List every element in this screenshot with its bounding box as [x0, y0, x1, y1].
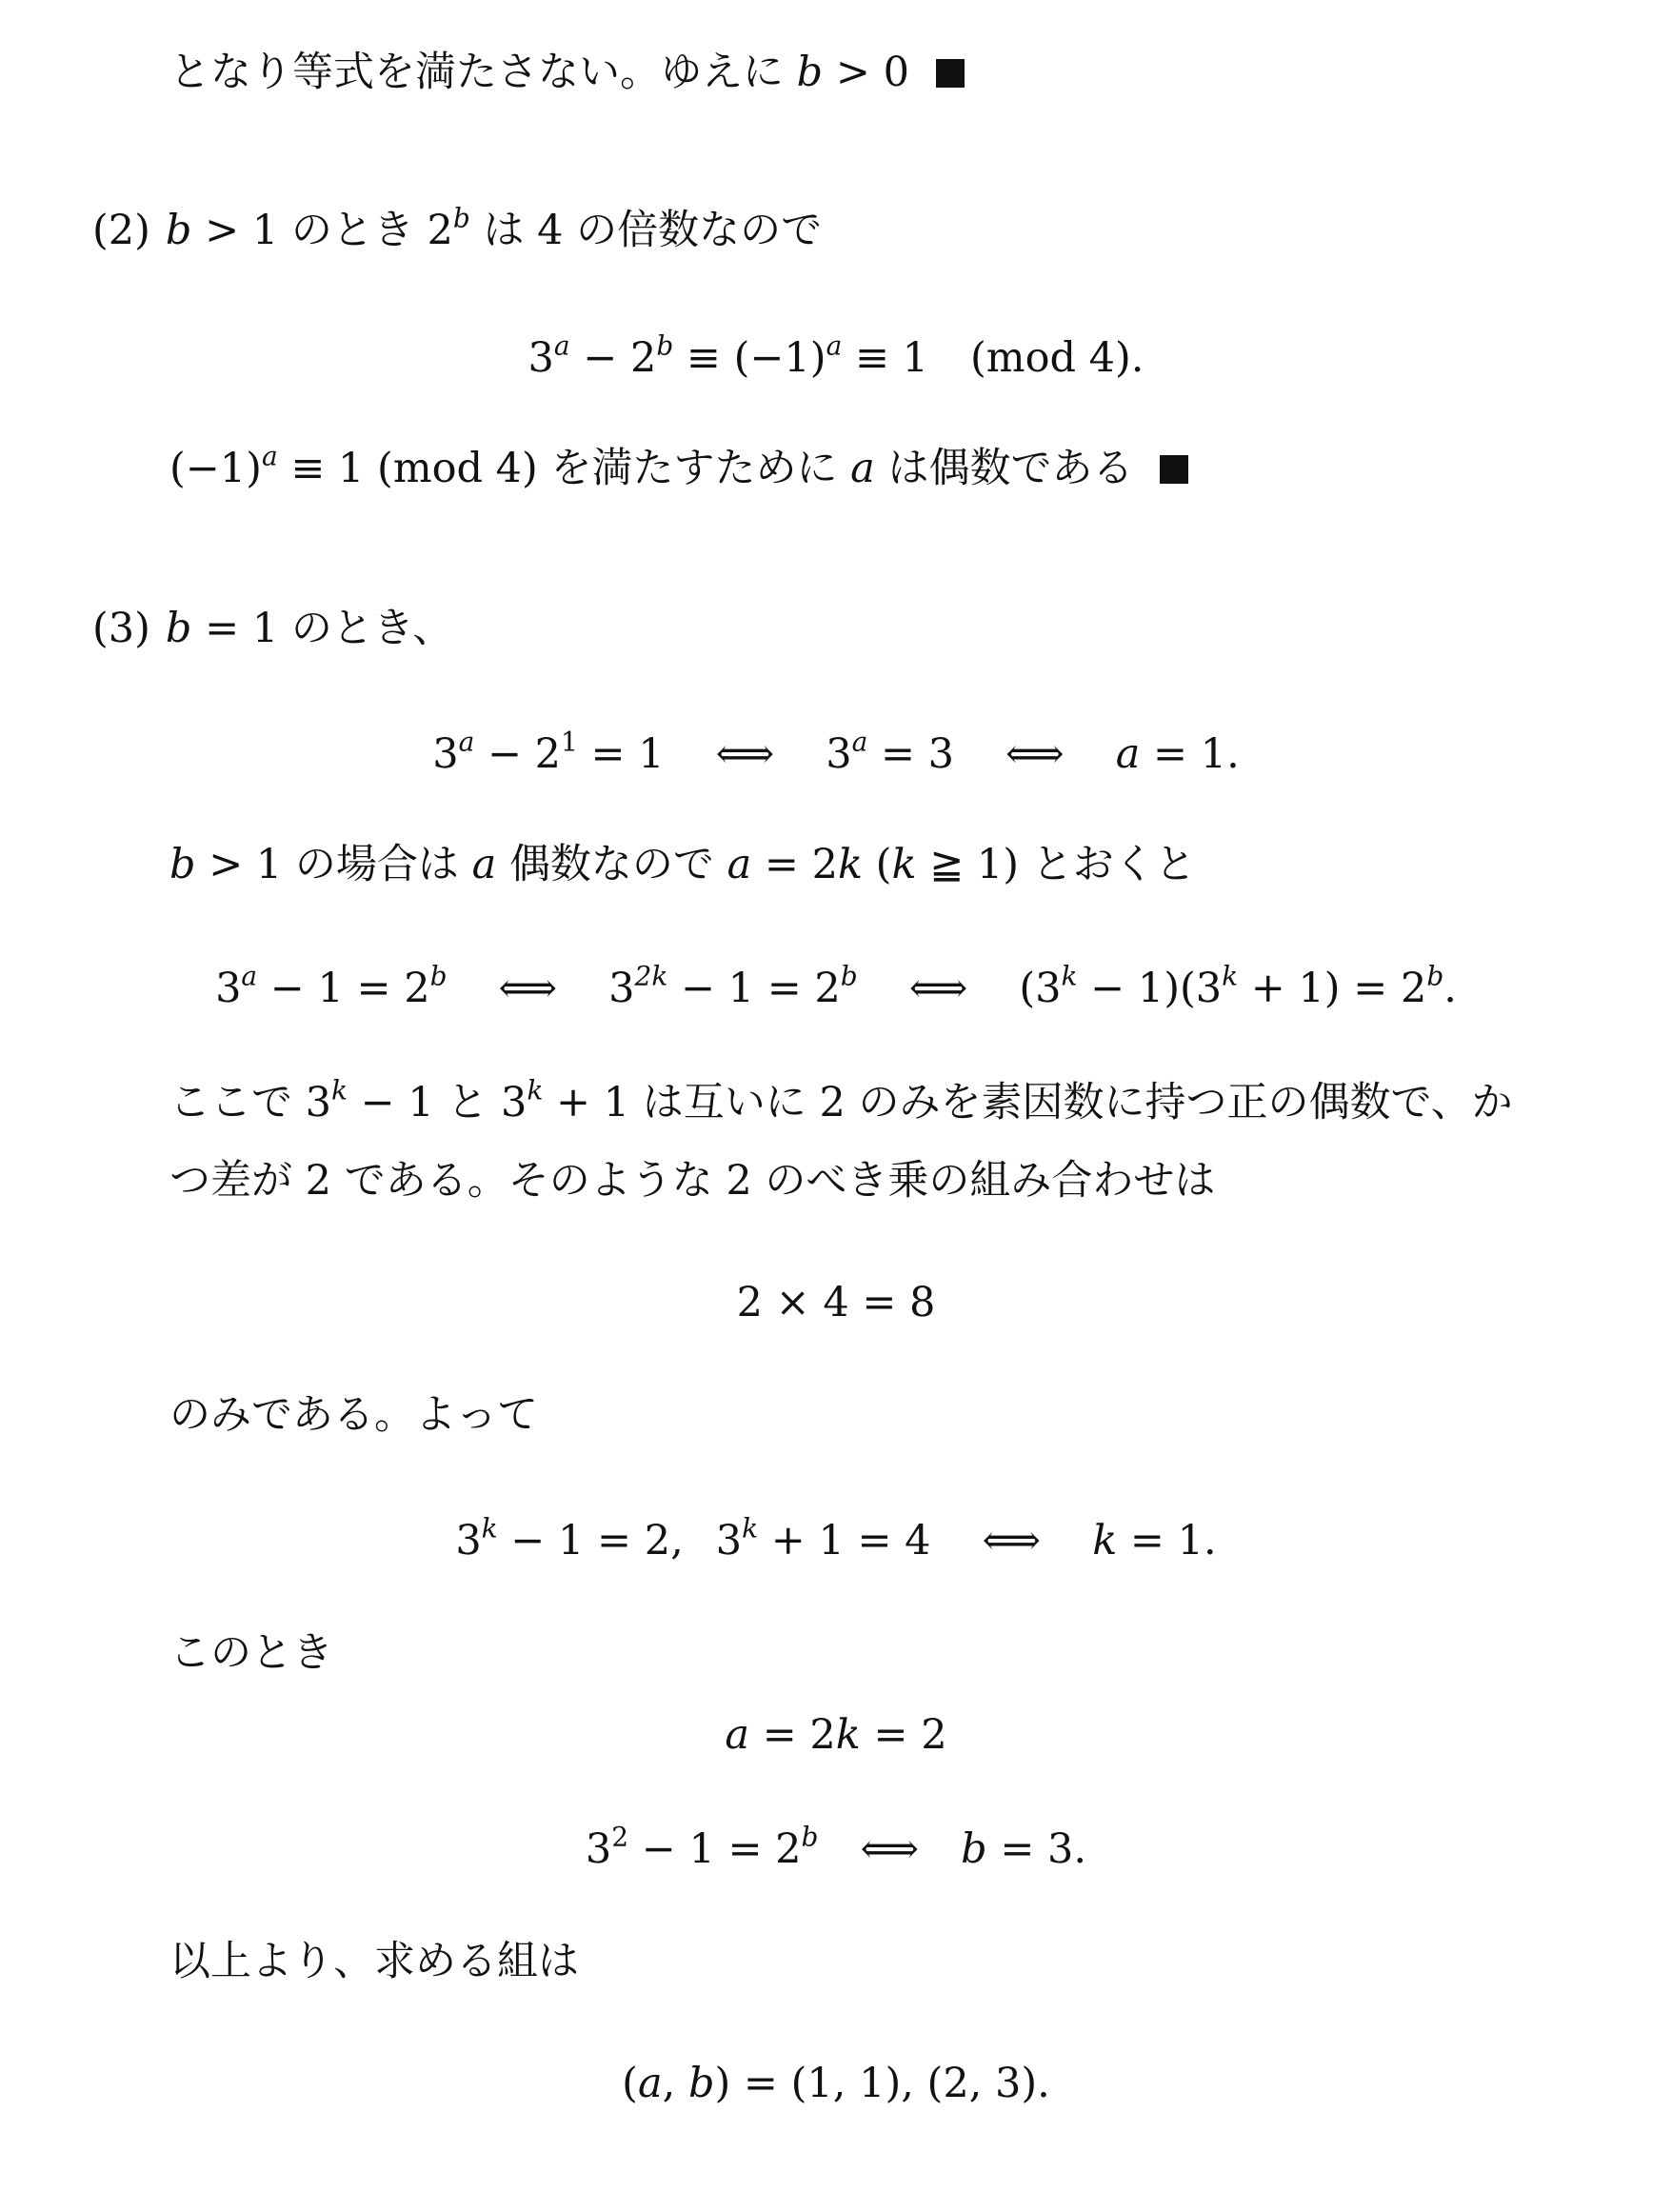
equation-answer: (a, b) = (1, 1), (2, 3).: [622, 2060, 1050, 2107]
equation-k-equals-1: $3^k - 1 = 2$, $3^k + 1 = 4$ ⟺ k = 1.: [455, 1512, 1217, 1564]
line-b-gt-1: b > 1 の場合は a 偶数なので a = 2k (k ≧ 1) とおくと: [169, 841, 1196, 888]
qed-mark: [1160, 455, 1188, 484]
line-explanation-2: つ差が 2 である。そのような 2 のべき乗の組み合わせは: [169, 1157, 1216, 1205]
line-conclusion: 以上より、求める組は: [169, 1938, 579, 1985]
line-therefore: のみである。よって: [169, 1391, 538, 1439]
section-3-heading: (3) b = 1 のとき、: [92, 605, 454, 652]
equation-factorization: $3^a - 1 = 2^b$ ⟺ $3^{2k} - 1 = 2^b$ ⟺ $(3^k - 1)(3^k + 1) = 2^b$.: [215, 960, 1457, 1012]
qed-mark: [936, 59, 965, 88]
line-conclusion-1: となり等式を満たさない。ゆえに b > 0: [169, 44, 965, 101]
line-at-this-time: このとき: [169, 1629, 333, 1677]
section-2-heading: (2) b > 1 のとき 2$^b$ は 4 の倍数なので: [92, 202, 823, 254]
equation-mod4: $3^a - 2^b \equiv (-1)^a \equiv 1$ (mod 4).: [527, 329, 1145, 382]
equation-a-equals-2: a = 2k = 2: [725, 1711, 947, 1759]
line-explanation-1: ここで $3^k - 1$ と $3^k + 1$ は互いに 2 のみを素因数に持つ正の偶数で、か: [169, 1074, 1513, 1126]
line-a-even: $(-1)^a \equiv 1$ (mod 4) を満たすために a は偶数である: [169, 440, 1188, 497]
equation-b-equals-1: $3^a - 2^1 = 1$ ⟺ $3^a = 3$ ⟺ a = 1.: [432, 726, 1240, 778]
equation-2x4: 2 × 4 = 8: [736, 1279, 936, 1326]
equation-b-equals-3: $3^2 - 1 = 2^b$ ⟺ b = 3.: [585, 1821, 1087, 1873]
